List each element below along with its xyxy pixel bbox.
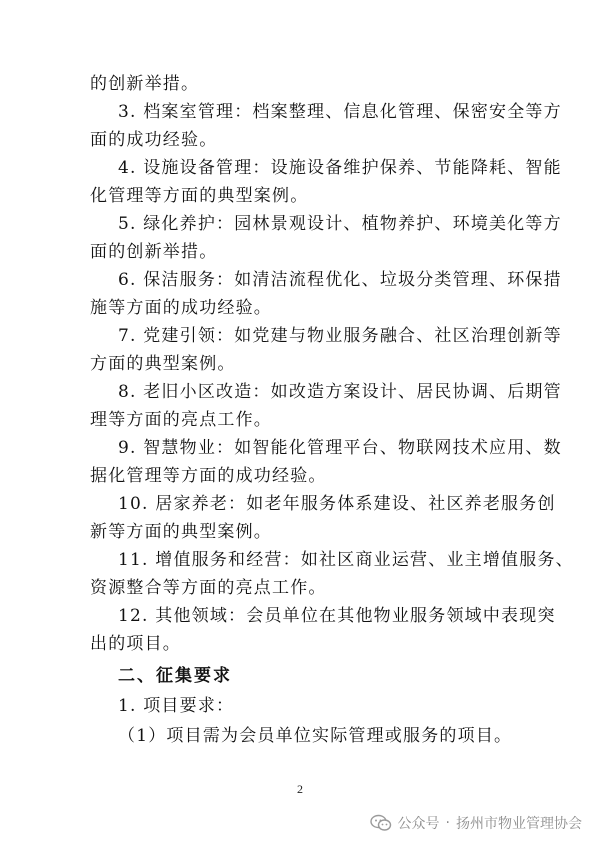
text-line: 7. 党建引领：如党建与物业服务融合、社区治理创新等 [118, 326, 562, 346]
text-line: 8. 老旧小区改造：如改造方案设计、居民协调、后期管 [118, 382, 562, 402]
watermark-account: 扬州市物业管理协会 [456, 816, 582, 832]
text-line: 11. 增值服务和经营：如社区商业运营、业主增值服务、 [118, 550, 574, 570]
text-line: 9. 智慧物业：如智能化管理平台、物联网技术应用、数 [118, 438, 562, 458]
text-line: 1. 项目要求： [118, 696, 235, 716]
text-line: 施等方面的成功经验。 [90, 298, 272, 318]
text-line: 面的成功经验。 [90, 130, 218, 150]
text-line: （1）项目需为会员单位实际管理或服务的项目。 [118, 726, 513, 746]
text-line: 5. 绿化养护：园林景观设计、植物养护、环境美化等方 [118, 214, 562, 234]
text-line: 据化管理等方面的成功经验。 [90, 466, 327, 486]
text-line: 12. 其他领域：会员单位在其他物业服务领域中表现突 [118, 606, 556, 626]
wechat-icon [370, 814, 392, 832]
text-line: 方面的典型案例。 [90, 354, 236, 374]
page-number: 2 [297, 782, 303, 796]
section-heading: 二、征集要求 [118, 666, 232, 686]
text-line: 的创新举措。 [90, 74, 200, 94]
text-line: 面的创新举措。 [90, 242, 218, 262]
watermark [370, 810, 582, 836]
text-line: 10. 居家养老：如老年服务体系建设、社区养老服务创 [118, 494, 556, 514]
text-line: 化管理等方面的典型案例。 [90, 186, 309, 206]
text-line: 新等方面的典型案例。 [90, 522, 272, 542]
text-line: 3. 档案室管理：档案整理、信息化管理、保密安全等方 [118, 102, 562, 122]
text-line: 4. 设施设备管理：设施设备维护保养、节能降耗、智能 [118, 158, 562, 178]
text-line: 资源整合等方面的亮点工作。 [90, 578, 327, 598]
text-line: 出的项目。 [90, 634, 181, 654]
watermark-separator: · [445, 815, 450, 831]
watermark-prefix: 公众号 [397, 816, 440, 832]
text-line: 6. 保洁服务：如清洁流程优化、垃圾分类管理、环保措 [118, 270, 562, 290]
text-line: 理等方面的亮点工作。 [90, 410, 272, 430]
